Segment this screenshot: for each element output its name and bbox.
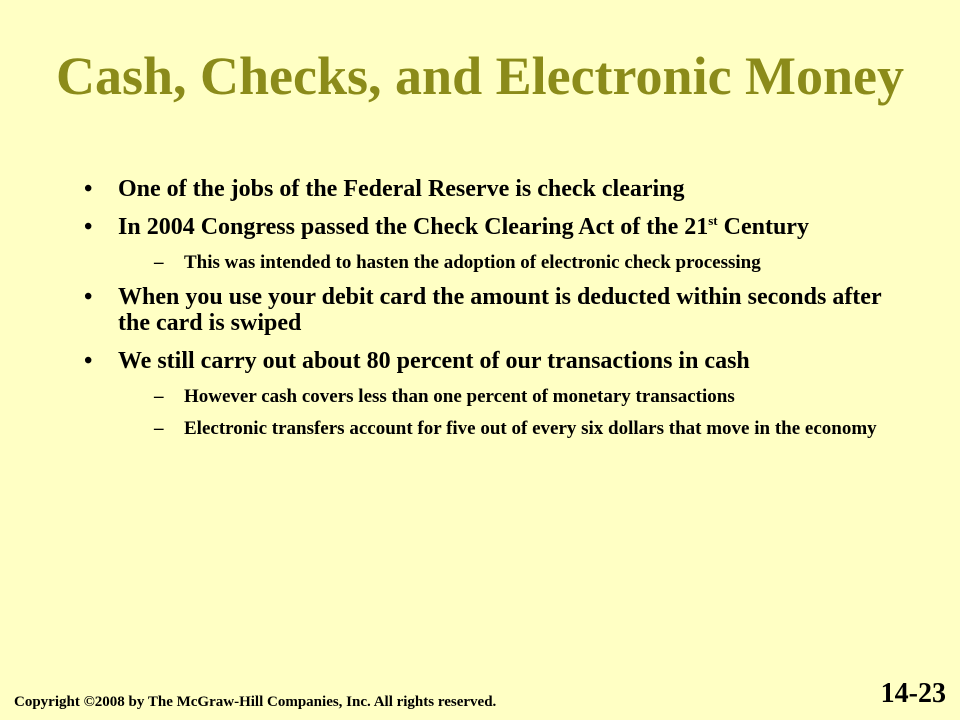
bullet-text: We still carry out about 80 percent of our transactions in cash xyxy=(118,348,750,374)
bullet-text: When you use your debit card the amount is deducted within seconds after the card is swiped xyxy=(118,284,882,336)
bullet-icon: • xyxy=(84,176,93,202)
bullet-text-part: In 2004 Congress passed the Check Clearing Act of the 21 xyxy=(118,214,709,240)
bullet-text: One of the jobs of the Federal Reserve is check clearing xyxy=(118,176,685,202)
bullet-icon: • xyxy=(84,284,93,310)
slide-title: Cash, Checks, and Electronic Money xyxy=(55,46,905,106)
dash-icon: – xyxy=(154,252,164,273)
bullet-text xyxy=(118,214,809,240)
sub-bullet-text: This was intended to hasten the adoption of electronic check processing xyxy=(184,252,761,273)
bullet-icon: • xyxy=(84,348,93,374)
bullet-list xyxy=(84,176,904,450)
sub-bullet-text: However cash covers less than one percent of monetary transactions xyxy=(184,386,735,407)
sub-bullet-item xyxy=(154,252,904,274)
bullet-text-part: Century xyxy=(717,214,809,240)
dash-icon: – xyxy=(154,386,164,407)
page-number: 14-23 xyxy=(880,678,946,709)
copyright-footer: Copyright ©2008 by The McGraw-Hill Companies, Inc. All rights reserved. xyxy=(14,694,497,710)
superscript: st xyxy=(708,213,718,228)
sub-bullet-item xyxy=(154,386,904,408)
bullet-item xyxy=(84,348,904,374)
dash-icon: – xyxy=(154,418,164,439)
bullet-item xyxy=(84,284,904,336)
bullet-icon: • xyxy=(84,214,93,240)
bullet-item xyxy=(84,214,904,240)
sub-bullet-text: Electronic transfers account for five out of every six dollars that move in the economy xyxy=(184,418,877,439)
sub-bullet-item xyxy=(154,418,904,440)
bullet-item xyxy=(84,176,904,202)
